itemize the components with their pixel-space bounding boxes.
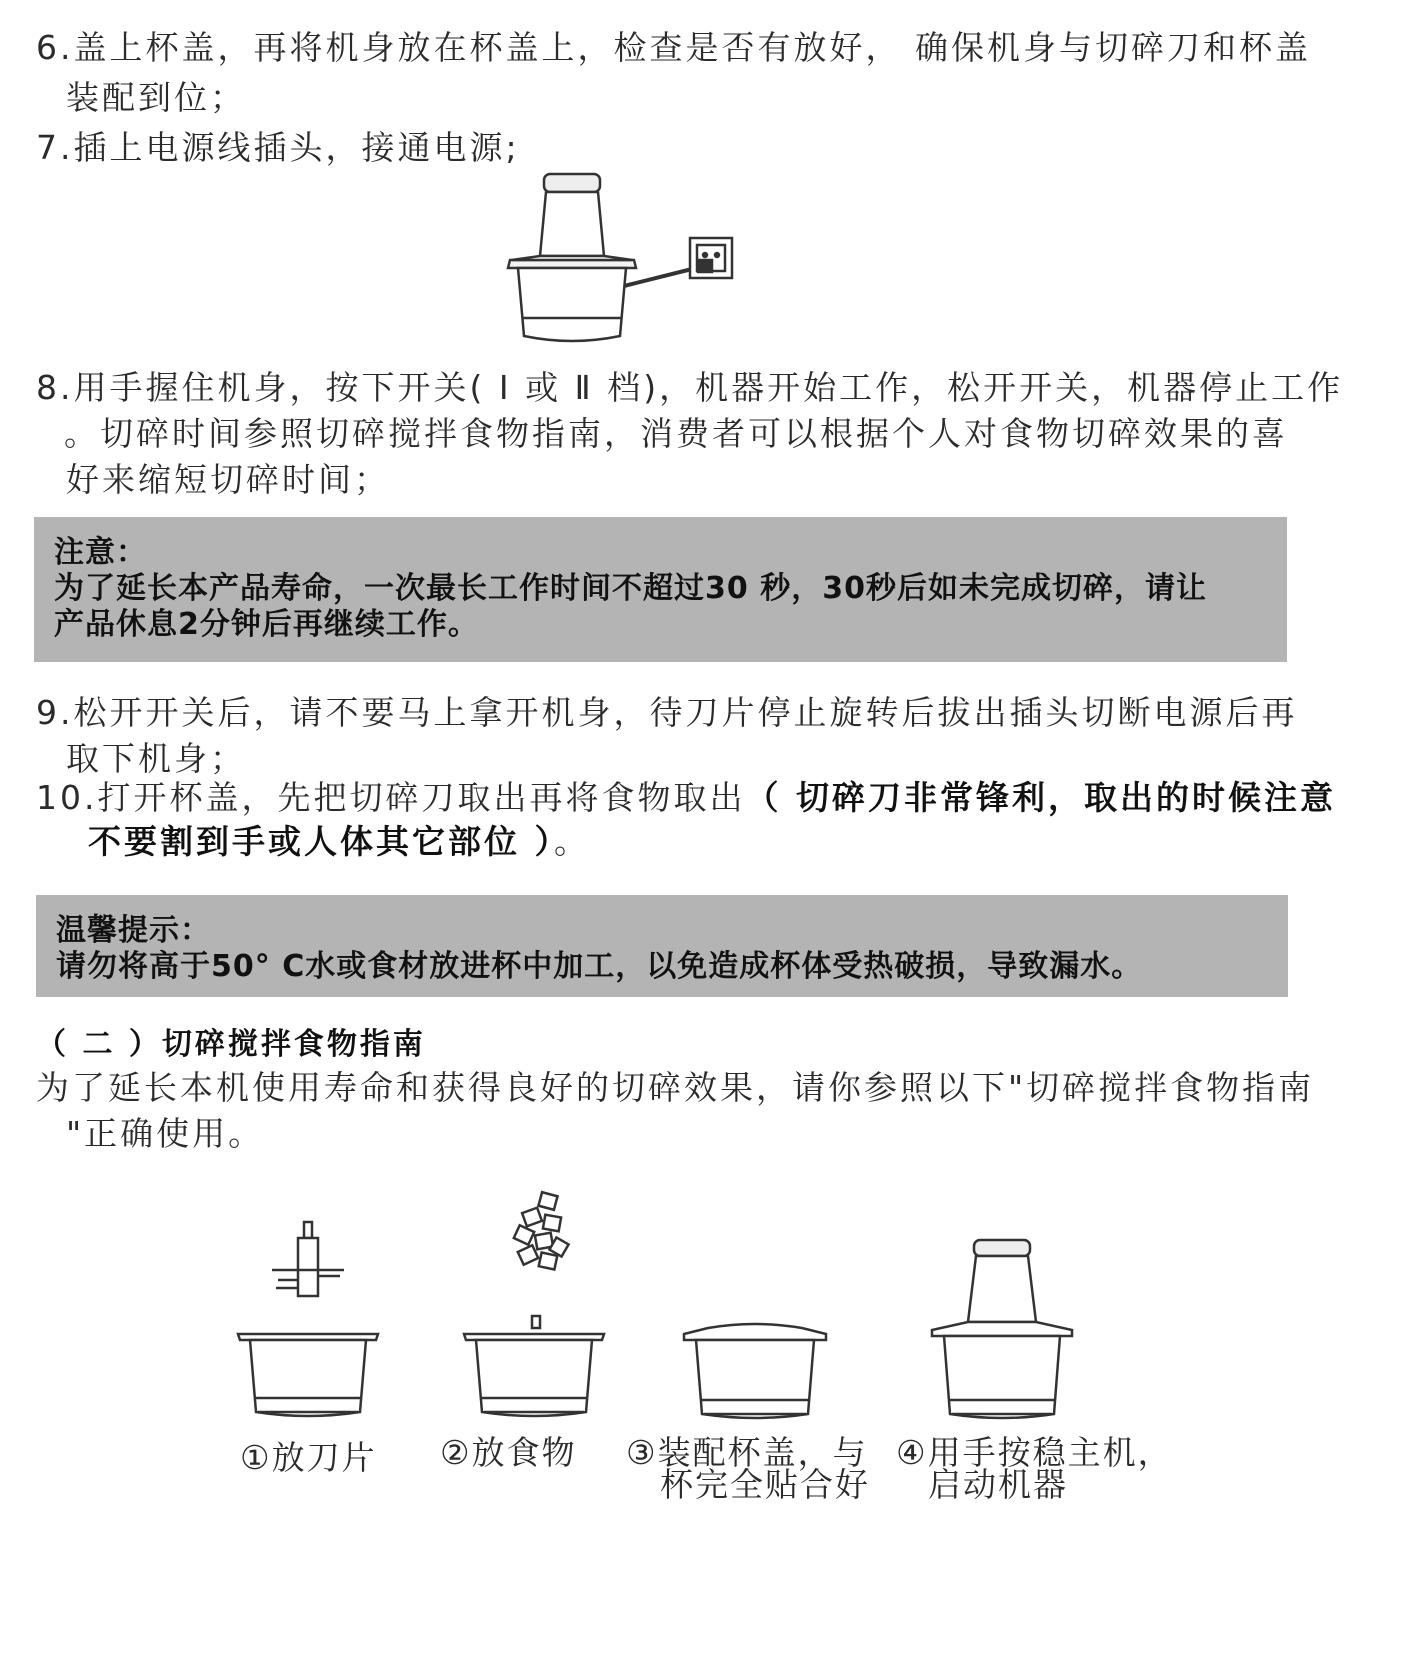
note-box-attention [34,517,1287,662]
step-8-line-3: 好来缩短切碎时间； [66,460,390,499]
step-7: 7.插上电源线插头，接通电源; [36,128,520,167]
step-10-warning-cont: 不要割到手或人体其它部位 ） [88,822,554,861]
guide-intro-line-1: 为了延长本机使用寿命和获得良好的切碎效果，请你参照以下"切碎搅拌食物指南 [36,1068,1315,1107]
guide-heading: （ 二 ）切碎搅拌食物指南 [36,1027,426,1062]
step-9-line-1: 9.松开开关后，请不要马上拿开机身，待刀片停止旋转后拔出插头切断电源后再 [36,693,1298,732]
step-10-line-2 [88,822,590,862]
assembled-chopper-illustration [928,1238,1078,1428]
note-line-2: 产品休息2分钟后再继续工作。 [54,607,479,642]
caption-step-3-line-2: 杯完全贴合好 [660,1465,870,1504]
note-title: 注意： [54,535,147,570]
guide-intro-line-2: "正确使用。 [66,1114,265,1153]
chopper-plugged-illustration [500,168,760,358]
caption-step-1: ①放刀片 [240,1438,377,1477]
step-10-end: 。 [554,822,590,861]
step-6-line-2: 装配到位； [66,78,246,117]
step-10-line-1 [36,778,1336,818]
note-box-tip [36,895,1288,997]
tip-title: 温馨提示： [56,913,211,948]
step-8-line-2: 。切碎时间参照切碎搅拌食物指南，消费者可以根据个人对食物切碎效果的喜 [64,414,1288,453]
step-6-line-1: 6.盖上杯盖，再将机身放在杯盖上，检查是否有放好， 确保机身与切碎刀和杯盖 [36,28,1311,67]
note-line-1: 为了延长本产品寿命，一次最长工作时间不超过30 秒，30秒后如未完成切碎，请让 [54,571,1207,606]
caption-step-2: ②放食物 [440,1433,577,1472]
caption-step-4-line-2: 启动机器 [928,1465,1068,1504]
food-into-bowl-illustration [462,1188,612,1428]
step-8-line-1: 8.用手握住机身，按下开关( Ⅰ 或 Ⅱ 档)，机器开始工作，松开开关，机器停止工作 [36,368,1344,407]
step-10-text: 10.打开杯盖，先把切碎刀取出再将食物取出 [36,778,746,817]
step-9-line-2: 取下机身； [66,739,246,778]
tip-line-1: 请勿将高于50° C水或食材放进杯中加工，以免造成杯体受热破损，导致漏水。 [56,949,1143,984]
caption-step-4-line-1: ④用手按稳主机， [896,1433,1173,1472]
step-10-warning: （ 切碎刀非常锋利，取出的时候注意 [745,778,1336,817]
blade-into-bowl-illustration [236,1218,386,1428]
caption-step-3-line-1: ③装配杯盖，与 [626,1433,868,1472]
lid-on-bowl-illustration [680,1318,830,1428]
